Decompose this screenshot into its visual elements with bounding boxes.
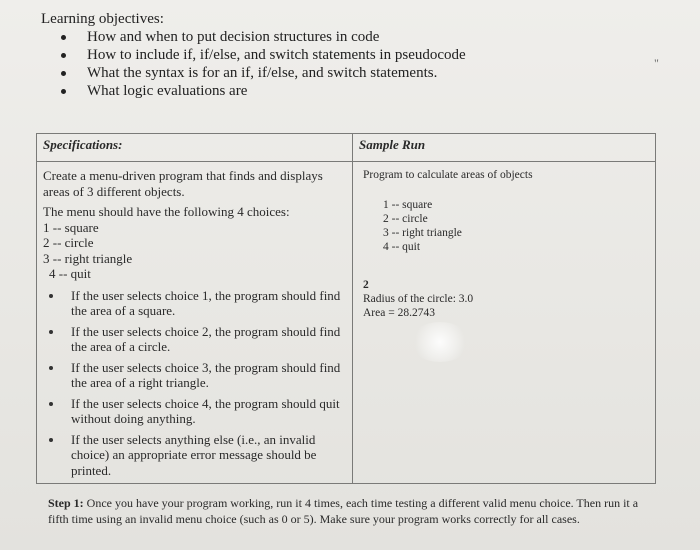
specifications-header: Specifications: bbox=[37, 134, 353, 162]
list-item: How to include if, if/else, and switch statements in pseudocode bbox=[41, 46, 466, 64]
choice-line: 4 -- quit bbox=[49, 266, 91, 281]
requirement-item: If the user selects choice 1, the program should find the area of a square. bbox=[43, 288, 348, 319]
sample-menu bbox=[363, 198, 651, 254]
learning-objectives bbox=[41, 10, 466, 100]
objectives-list bbox=[41, 28, 466, 100]
menu-intro: The menu should have the following 4 choices: bbox=[43, 204, 290, 219]
list-item: What logic evaluations are bbox=[41, 82, 466, 100]
margin-mark: " bbox=[654, 56, 659, 70]
list-item: What the syntax is for an if, if/else, and switch statements. bbox=[41, 64, 466, 82]
bullet-icon bbox=[61, 71, 66, 76]
step-1-text: Once you have your program working, run it 4 times, each time testing a different valid menu choice. Then run it a fifth time using an invalid menu choice (such as 0 or 5). Make sure your program works correctly for all cases. bbox=[48, 496, 639, 526]
specifications-cell bbox=[37, 162, 353, 484]
choice-line: 1 -- square bbox=[43, 219, 99, 235]
bullet-icon bbox=[49, 366, 53, 370]
choice-line: 3 -- right triangle bbox=[43, 250, 133, 266]
requirement-item: If the user selects choice 4, the program should quit without doing anything. bbox=[43, 396, 348, 427]
sample-output-line: Radius of the circle: 3.0 bbox=[363, 293, 474, 305]
requirement-item: If the user selects choice 2, the program should find the area of a circle. bbox=[43, 324, 348, 355]
requirement-item: If the user selects choice 3, the program should find the area of a right triangle. bbox=[43, 360, 348, 391]
bullet-icon bbox=[61, 35, 66, 40]
sample-run-header: Sample Run bbox=[353, 134, 656, 162]
requirement-item: If the user selects anything else (i.e., an invalid choice) an appropriate error message should be printed. bbox=[43, 432, 348, 479]
spec-intro: Create a menu-driven program that finds and displays areas of 3 different objects. bbox=[43, 168, 323, 199]
bullet-icon bbox=[61, 89, 66, 94]
sample-run-cell bbox=[353, 162, 656, 484]
sample-menu-item: 4 -- quit bbox=[383, 241, 421, 253]
step-1-paragraph bbox=[48, 495, 658, 527]
bullet-icon bbox=[61, 53, 66, 58]
bullet-icon bbox=[49, 438, 53, 442]
light-glare bbox=[410, 322, 470, 362]
objectives-heading: Learning objectives: bbox=[41, 11, 164, 27]
choice-line: 2 -- circle bbox=[43, 235, 94, 250]
sample-menu-item: 1 -- square bbox=[383, 199, 433, 211]
list-item: How and when to put decision structures in code bbox=[41, 28, 466, 46]
bullet-icon bbox=[49, 402, 53, 406]
sample-menu-item: 2 -- circle bbox=[383, 213, 428, 225]
specifications-table bbox=[36, 133, 656, 484]
sample-input: 2 bbox=[363, 279, 369, 291]
step-1-label: Step 1: bbox=[48, 496, 84, 510]
bullet-icon bbox=[49, 330, 53, 334]
bullet-icon bbox=[49, 294, 53, 298]
sample-title: Program to calculate areas of objects bbox=[363, 169, 533, 181]
sample-output-line: Area = 28.2743 bbox=[363, 307, 435, 319]
sample-menu-item: 3 -- right triangle bbox=[383, 227, 462, 239]
